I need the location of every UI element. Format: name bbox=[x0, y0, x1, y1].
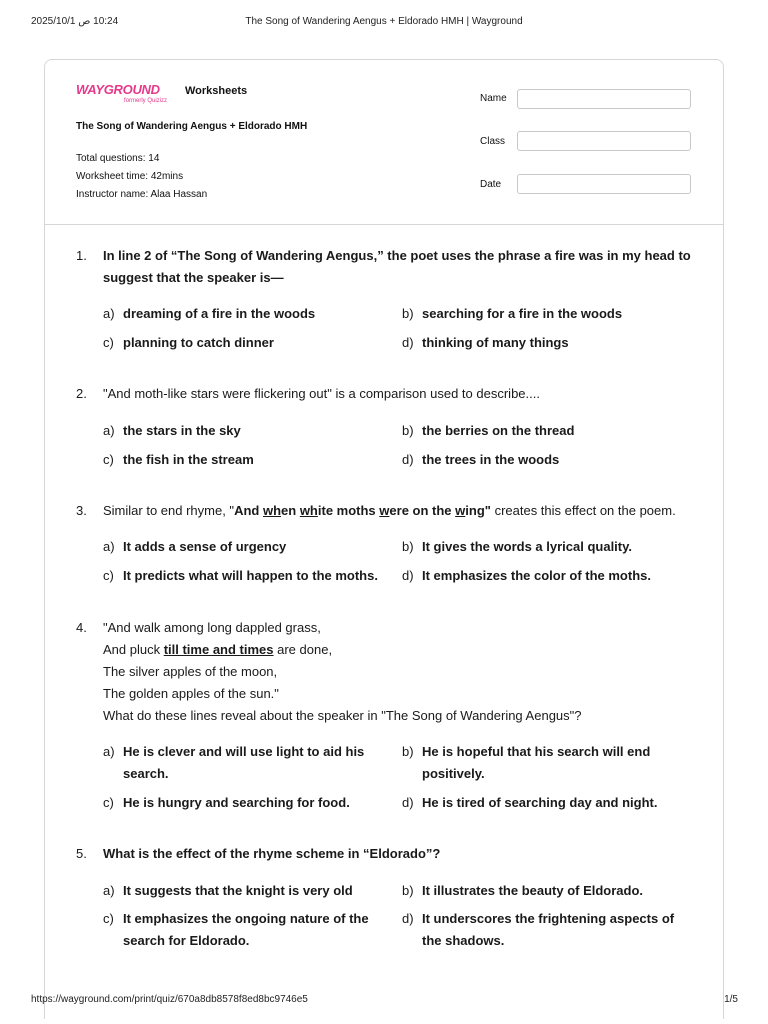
worksheet-header bbox=[45, 60, 723, 225]
print-datetime: 10:24 ص 2025/10/1 bbox=[31, 16, 119, 27]
option-text: thinking of many things bbox=[422, 335, 569, 350]
poem-line: The silver apples of the moon, bbox=[103, 664, 278, 679]
text-run: are done, bbox=[273, 642, 333, 657]
question-number: 2. bbox=[76, 386, 87, 401]
page-number: 1/5 bbox=[724, 994, 738, 1005]
class-field[interactable] bbox=[517, 131, 691, 151]
option-letter: b) bbox=[402, 744, 414, 759]
option-text: He is hungry and searching for food. bbox=[123, 795, 350, 810]
worksheet-title: The Song of Wandering Aengus + Eldorado HMH bbox=[76, 121, 308, 132]
option-letter: c) bbox=[103, 568, 114, 583]
option-letter: d) bbox=[402, 335, 414, 350]
option-text: It emphasizes the color of the moths. bbox=[422, 568, 651, 583]
question-text: In line 2 of “The Song of Wandering Aengus,” the poet uses the phrase a fire was in my head to suggest that the speaker is— bbox=[103, 248, 691, 285]
option-letter: d) bbox=[402, 911, 414, 926]
question-text: "And moth-like stars were flickering out" is a comparison used to describe.... bbox=[103, 386, 540, 401]
option-letter: a) bbox=[103, 423, 115, 438]
poem-line: "And walk among long dappled grass, bbox=[103, 620, 321, 635]
option-letter: c) bbox=[103, 795, 114, 810]
option-letter: a) bbox=[103, 539, 115, 554]
poem-line: The golden apples of the sun." bbox=[103, 686, 279, 701]
text-run: wh bbox=[299, 503, 318, 518]
option-letter: a) bbox=[103, 883, 115, 898]
text-run: en bbox=[281, 503, 300, 518]
option-letter: d) bbox=[402, 452, 414, 467]
question-number: 4. bbox=[76, 620, 87, 635]
text-run: And pluck bbox=[103, 642, 164, 657]
option-text: the berries on the thread bbox=[422, 423, 575, 438]
logo-wordmark: WAYGROUND bbox=[76, 82, 160, 97]
name-label: Name bbox=[480, 93, 507, 104]
text-run: creates this effect on the poem. bbox=[490, 503, 676, 518]
option-letter: c) bbox=[103, 452, 114, 467]
option-text: It underscores the frightening aspects of the shadows. bbox=[422, 911, 675, 948]
logo-subtitle: formerly Quizizz bbox=[124, 98, 168, 104]
option-text: the fish in the stream bbox=[123, 452, 254, 467]
question-number: 5. bbox=[76, 846, 87, 861]
question-text bbox=[103, 617, 698, 727]
option-letter: d) bbox=[402, 795, 414, 810]
text-run: ite moths bbox=[317, 503, 380, 518]
option-text: It adds a sense of urgency bbox=[123, 539, 287, 554]
option-text: the stars in the sky bbox=[123, 423, 241, 438]
option-letter: c) bbox=[103, 335, 114, 350]
option-text: He is tired of searching day and night. bbox=[422, 795, 658, 810]
poem-line bbox=[103, 639, 698, 661]
question-text: What is the effect of the rhyme scheme in “Eldorado”? bbox=[103, 846, 441, 861]
option-text: planning to catch dinner bbox=[123, 335, 274, 350]
question-text bbox=[103, 500, 698, 522]
print-url: https://wayground.com/print/quiz/670a8db8578f8ed8bc9746e5 bbox=[31, 994, 308, 1005]
date-field[interactable] bbox=[517, 174, 691, 194]
option-letter: a) bbox=[103, 306, 115, 321]
option-text: It gives the words a lyrical quality. bbox=[422, 539, 632, 554]
option-letter: d) bbox=[402, 568, 414, 583]
option-text: the trees in the woods bbox=[422, 452, 560, 467]
question-prompt: What do these lines reveal about the speaker in "The Song of Wandering Aengus"? bbox=[103, 708, 582, 723]
question-number: 1. bbox=[76, 248, 87, 263]
option-letter: b) bbox=[402, 306, 414, 321]
option-text: It suggests that the knight is very old bbox=[123, 883, 353, 898]
option-letter: b) bbox=[402, 539, 414, 554]
print-footer bbox=[0, 994, 768, 1008]
question-number: 3. bbox=[76, 503, 87, 518]
option-letter: b) bbox=[402, 883, 414, 898]
section-label: Worksheets bbox=[185, 85, 248, 97]
option-letter: a) bbox=[103, 744, 115, 759]
option-letter: b) bbox=[402, 423, 414, 438]
option-text: It predicts what will happen to the moths. bbox=[123, 568, 378, 583]
date-label: Date bbox=[480, 179, 502, 190]
text-run: And bbox=[234, 503, 263, 518]
name-field[interactable] bbox=[517, 89, 691, 109]
text-run: wh bbox=[262, 503, 282, 518]
option-text: It emphasizes the ongoing nature of the search for Eldorado. bbox=[123, 911, 369, 948]
text-run: w bbox=[455, 503, 466, 518]
option-text: He is clever and will use light to aid his search. bbox=[123, 744, 365, 781]
instructor-name: Instructor name: Alaa Hassan bbox=[76, 189, 208, 200]
option-text: searching for a fire in the woods bbox=[422, 306, 623, 321]
option-text: He is hopeful that his search will end positively. bbox=[422, 744, 651, 781]
text-run: w bbox=[379, 503, 390, 518]
wayground-logo bbox=[76, 82, 178, 108]
print-header bbox=[0, 16, 768, 32]
class-label: Class bbox=[480, 136, 506, 147]
option-text: dreaming of a fire in the woods bbox=[123, 306, 316, 321]
text-run: ere on the bbox=[389, 503, 456, 518]
text-run: ing" bbox=[465, 503, 491, 518]
total-questions: Total questions: 14 bbox=[76, 153, 160, 164]
text-run: till time and times bbox=[163, 642, 274, 657]
option-letter: c) bbox=[103, 911, 114, 926]
worksheet-time: Worksheet time: 42mins bbox=[76, 171, 184, 182]
print-page-title: The Song of Wandering Aengus + Eldorado HMH | Wayground bbox=[245, 16, 523, 27]
option-text: It illustrates the beauty of Eldorado. bbox=[422, 883, 644, 898]
text-run: Similar to end rhyme, " bbox=[103, 503, 235, 518]
